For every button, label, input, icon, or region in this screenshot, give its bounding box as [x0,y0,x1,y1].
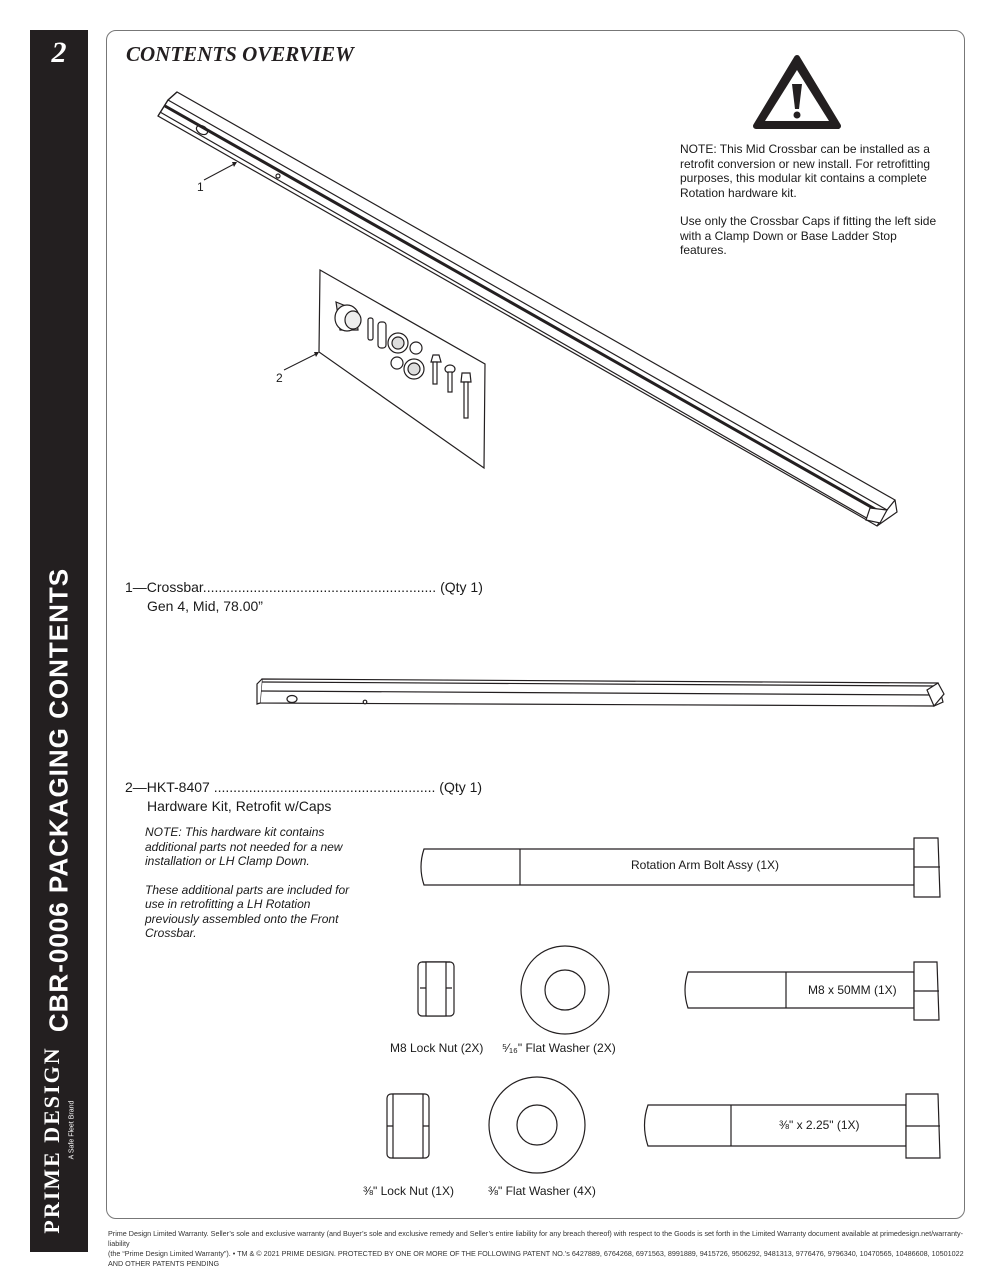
item-kit-desc: Hardware Kit, Retrofit w/Caps [147,798,332,814]
footer-line-1: Prime Design Limited Warranty. Seller’s sole and exclusive warranty (and Buyer’s sole and exclusive remedy and Seller’s entire liability for any breach thereof) with respect to the Goods is set forth in the Limited Warranty document available at primedesign.net/warranty-liability [108,1229,964,1248]
hardware-kit-drawing [319,270,485,468]
label-m8-nut: M8 Lock Nut (2X) [390,1041,484,1055]
kit-note [145,825,365,955]
label-washer-516: ⁵⁄₁₆" Flat Washer (2X) [502,1041,616,1055]
washer-38-drawing [489,1077,585,1173]
callout-2: 2 [276,371,283,385]
item-hardware-kit [125,778,482,816]
item-crossbar-line: 1—Crossbar............................................................ (Qty 1) [125,579,483,595]
washer-516-drawing [521,946,609,1034]
item-crossbar-desc: Gen 4, Mid, 78.00” [147,598,263,614]
brand-logo: PRIME DESIGN [39,1046,64,1234]
footer-warranty [108,1229,968,1269]
retrofit-note [680,142,940,272]
footer-line-2: (the “Prime Design Limited Warranty”). • TM & © 2021 PRIME DESIGN. PROTECTED BY ONE OR MORE OF THE FOLLOWING PATENT NO.’s 6427889, 6764268, 6971563, 8991889, 9415726, 9506292, 9481313, 9776476, 9796340, 10470565, 10486608, 10501022 AND OTHER PATENTS PENDING [108,1249,964,1268]
label-nut-38: ⅜" Lock Nut (1X) [363,1184,454,1198]
item-kit-line: 2—HKT-8407 ......................................................... (Qty 1) [125,779,483,795]
warning-icon [756,58,838,126]
note-paragraph-2: Use only the Crossbar Caps if fitting the left side with a Clamp Down or Base Ladder Stop features. [680,214,937,257]
vertical-title: CBR-0006 PACKAGING CONTENTS [43,567,74,1033]
label-bolt-38: ⅜" x 2.25" (1X) [779,1118,860,1132]
kit-note-paragraph-1: NOTE: This hardware kit contains additional parts not needed for a new installation or LH Clamp Down. [145,825,343,868]
kit-note-paragraph-2: These additional parts are included for use in retrofitting a LH Rotation previously assembled onto the Front Crossbar. [145,882,350,940]
item-crossbar [125,578,483,616]
label-washer-38: ⅜" Flat Washer (4X) [488,1184,596,1198]
label-rotation-bolt: Rotation Arm Bolt Assy (1X) [631,858,780,872]
callout-leader-2 [284,353,318,370]
m8-lock-nut-drawing [418,962,454,1016]
section-title: CONTENTS OVERVIEW [126,42,354,66]
brand-tagline: A Safe Fleet Brand [68,1100,76,1160]
callout-1: 1 [197,180,204,194]
crossbar-side-drawing [257,679,944,706]
callout-leader-1 [204,163,236,180]
note-paragraph-1: NOTE: This Mid Crossbar can be installed as a retrofit conversion or new install. For retrofitting purposes, this modular kit contains a complete Rotation hardware kit. [680,142,931,200]
label-m8-bolt: M8 x 50MM (1X) [808,983,897,997]
page-number: 2 [51,36,67,69]
lock-nut-38-drawing [387,1094,429,1158]
